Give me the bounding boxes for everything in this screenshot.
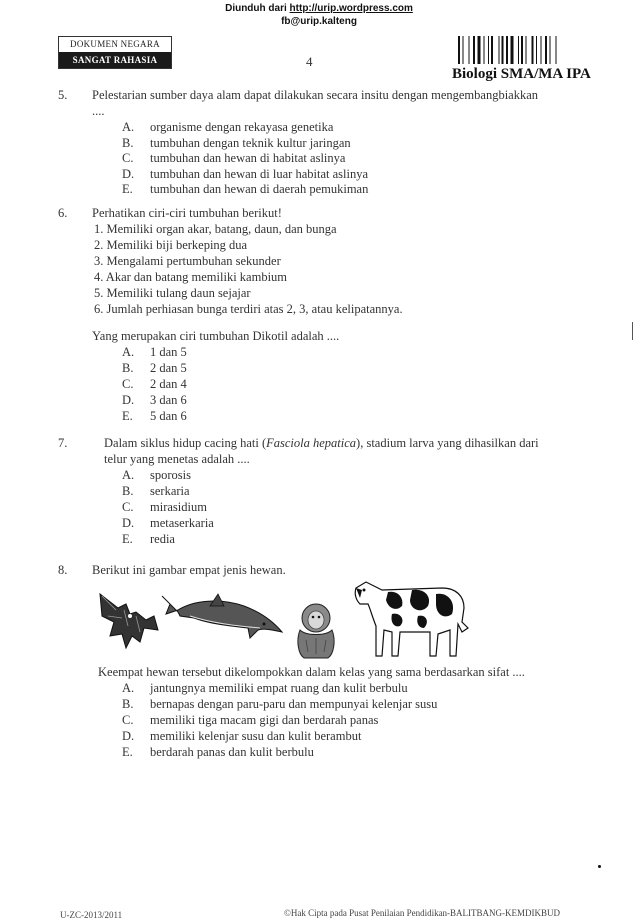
barcode-bar bbox=[502, 36, 504, 64]
question-8-stem: Berikut ini gambar empat jenis hewan. bbox=[92, 563, 286, 577]
dolphin-illustration bbox=[160, 590, 284, 652]
question-8-option-letter: E. bbox=[122, 745, 133, 759]
question-8-option-letter: C. bbox=[122, 713, 134, 727]
question-6-number: 6. bbox=[58, 206, 68, 220]
question-8-option-text: memiliki tiga macam gigi dan berdarah panas bbox=[150, 713, 379, 727]
question-5-option-letter: E. bbox=[122, 182, 133, 196]
question-7-option-text: metaserkaria bbox=[150, 516, 214, 530]
scan-mark bbox=[632, 322, 633, 340]
barcode-bar bbox=[545, 36, 547, 64]
question-6-stem: Perhatikan ciri-ciri tumbuhan berikut! bbox=[92, 206, 282, 220]
question-6-option-letter: B. bbox=[122, 361, 134, 375]
document-classification-box bbox=[58, 36, 172, 69]
question-5-option-text: tumbuhan dengan teknik kultur jaringan bbox=[150, 135, 351, 150]
question-8-question: Keempat hewan tersebut dikelompokkan dalam kelas yang sama berdasarkan sifat .... bbox=[98, 665, 525, 679]
footer-copyright: ©Hak Cipta pada Pusat Penilaian Pendidikan-BALITBANG-KEMDIKBUD bbox=[284, 908, 561, 918]
question-6-option-text: 5 dan 6 bbox=[150, 409, 187, 423]
question-7-option-text: serkaria bbox=[150, 484, 190, 498]
question-6-trait-item: 4. Akar dan batang memiliki kambium bbox=[94, 270, 288, 284]
barcode-bar bbox=[521, 36, 523, 64]
question-7-option-letter: E. bbox=[122, 532, 133, 546]
secret-label: SANGAT RAHASIA bbox=[59, 52, 171, 68]
barcode-bar bbox=[484, 36, 485, 64]
question-7-option-text: mirasidium bbox=[150, 500, 207, 514]
question-6-trait-item: 3. Mengalami pertumbuhan sekunder bbox=[94, 254, 281, 268]
question-7-stem-line2: telur yang menetas adalah .... bbox=[104, 452, 250, 466]
question-5-stem-ellipsis: .... bbox=[92, 104, 105, 118]
question-5-option-letter: B. bbox=[122, 135, 134, 150]
barcode-bar bbox=[541, 36, 542, 64]
question-7-option-text: redia bbox=[150, 532, 175, 546]
barcode-image bbox=[458, 36, 586, 64]
question-6-trait-item: 6. Jumlah perhiasan bunga terdiri atas 2, 3, atau kelipatannya. bbox=[94, 302, 403, 316]
barcode-bar bbox=[499, 36, 500, 64]
question-7-option-letter: C. bbox=[122, 500, 134, 514]
question-7-option-text: sporosis bbox=[150, 468, 191, 482]
barcode-bar bbox=[526, 36, 527, 64]
footer-code: U-ZC-2013/2011 bbox=[60, 910, 123, 920]
question-6-trait-item: 1. Memiliki organ akar, batang, daun, dan bunga bbox=[94, 222, 337, 236]
download-source-note bbox=[0, 3, 638, 15]
question-7-option-letter: B. bbox=[122, 484, 134, 498]
question-8-option-text: bernapas dengan paru-paru dan mempunyai kelenjar susu bbox=[150, 697, 438, 711]
question-6-trait-item: 5. Memiliki tulang daun sejajar bbox=[94, 286, 251, 300]
barcode-bar bbox=[469, 36, 470, 64]
question-5-stem: Pelestarian sumber daya alam dapat dilakukan secara insitu dengan mengembangbiakkan bbox=[92, 88, 539, 102]
question-7-stem-pre: Dalam siklus hidup cacing hati ( bbox=[104, 436, 267, 450]
question-8-option-text: berdarah panas dan kulit berbulu bbox=[150, 745, 314, 759]
page-number: 4 bbox=[306, 54, 313, 69]
bat-illustration bbox=[96, 586, 162, 658]
question-6-option-text: 3 dan 6 bbox=[150, 393, 187, 407]
question-8-option-letter: D. bbox=[122, 729, 135, 743]
question-6-trait-item: 2. Memiliki biji berkeping dua bbox=[94, 238, 248, 252]
question-6-question: Yang merupakan ciri tumbuhan Dikotil adalah .... bbox=[92, 329, 340, 343]
question-8-option-text: jantungnya memiliki empat ruang dan kulit berbulu bbox=[150, 681, 408, 695]
question-6-option-text: 2 dan 4 bbox=[150, 377, 187, 391]
question-7-number: 7. bbox=[58, 436, 68, 450]
question-5-option-text: tumbuhan dan hewan di daerah pemukiman bbox=[150, 182, 369, 196]
barcode-bar bbox=[463, 36, 464, 64]
question-6-option-letter: E. bbox=[122, 409, 133, 423]
question-5-option-letter: D. bbox=[122, 166, 135, 181]
question-6-option-text: 1 dan 5 bbox=[150, 345, 187, 359]
question-6-option-letter: D. bbox=[122, 393, 135, 407]
barcode-bar bbox=[518, 36, 519, 64]
question-8-option-letter: B. bbox=[122, 697, 134, 711]
barcode-bar bbox=[506, 36, 508, 64]
question-7-species: Fasciola hepatica bbox=[266, 436, 357, 450]
question-8-number: 8. bbox=[58, 563, 68, 577]
barcode-bar bbox=[491, 36, 493, 64]
scan-dot bbox=[598, 865, 601, 868]
download-prefix: Diunduh dari bbox=[225, 3, 290, 14]
download-link[interactable]: http://urip.wordpress.com bbox=[289, 3, 413, 14]
question-7-option-letter: D. bbox=[122, 516, 135, 530]
question-7-stem-post: ), stadium larva yang dihasilkan dari bbox=[356, 436, 539, 450]
barcode-bar bbox=[556, 36, 557, 64]
question-5-option-text: tumbuhan dan hewan di luar habitat aslinya bbox=[150, 166, 368, 181]
question-8-option-letter: A. bbox=[122, 681, 135, 695]
barcode-bar bbox=[550, 36, 551, 64]
barcode-bar bbox=[458, 36, 460, 64]
question-6-option-text: 2 dan 5 bbox=[150, 361, 187, 375]
barcode-bar bbox=[473, 36, 475, 64]
monkey-illustration bbox=[292, 600, 340, 660]
barcode-bar bbox=[488, 36, 489, 64]
question-5-option-text: organisme dengan rekayasa genetika bbox=[150, 120, 334, 134]
barcode-bar bbox=[536, 36, 537, 64]
barcode-bar bbox=[532, 36, 534, 64]
question-8-option-text: memiliki kelenjar susu dan kulit berambut bbox=[150, 729, 362, 743]
barcode-bar bbox=[478, 36, 481, 64]
barcode-bar bbox=[511, 36, 514, 64]
cow-illustration bbox=[352, 574, 478, 660]
question-7-option-letter: A. bbox=[122, 468, 135, 482]
question-5-option-letter: C. bbox=[122, 151, 134, 165]
question-5-option-text: tumbuhan dan hewan di habitat aslinya bbox=[150, 151, 346, 165]
subject-title: Biologi SMA/MA IPA bbox=[452, 66, 591, 82]
question-7-stem bbox=[104, 435, 539, 451]
question-6-option-letter: C. bbox=[122, 377, 134, 391]
facebook-note: fb@urip.kalteng bbox=[281, 16, 357, 27]
question-6-option-letter: A. bbox=[122, 345, 135, 359]
doc-label: DOKUMEN NEGARA bbox=[70, 39, 160, 49]
question-5-option-letter: A. bbox=[122, 120, 135, 134]
question-5-number: 5. bbox=[58, 88, 68, 102]
